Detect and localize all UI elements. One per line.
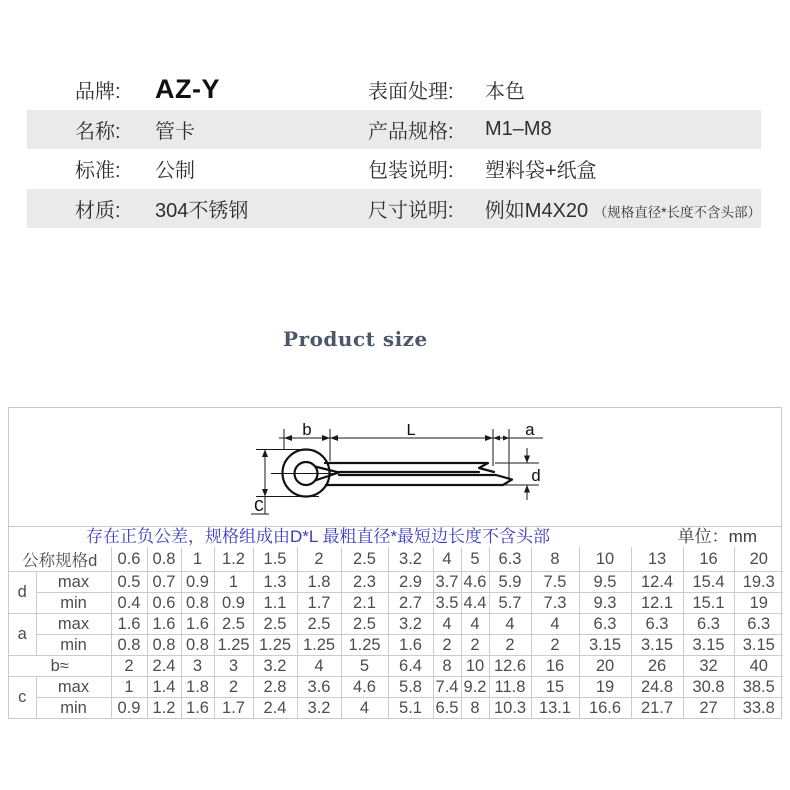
size-col-header: 2	[297, 547, 341, 572]
spec-value: M1–M8	[485, 117, 552, 140]
table-cell: 1	[214, 572, 253, 593]
table-cell: 1	[111, 677, 147, 698]
standard-label: 标准:	[75, 160, 121, 183]
table-cell: 2	[111, 656, 147, 677]
size-col-header: 1	[181, 547, 214, 572]
table-cell: 3.7	[433, 572, 461, 593]
size-col-header: 20	[734, 547, 783, 572]
dim-label-d: d	[530, 468, 542, 487]
table-cell: 2.8	[253, 677, 297, 698]
table-cell: 1.6	[147, 614, 181, 635]
size-col-header: 0.6	[111, 547, 147, 572]
table-cell: 16.6	[579, 698, 631, 719]
row-sub-label: max	[36, 572, 111, 593]
table-cell: 10.3	[489, 698, 531, 719]
dim-label-L: L	[405, 422, 417, 441]
table-cell: 0.8	[111, 635, 147, 656]
spec-table	[27, 70, 761, 228]
table-cell: 4	[461, 614, 489, 635]
table-cell: 4	[489, 614, 531, 635]
table-cell: 19	[579, 677, 631, 698]
table-cell: 20	[579, 656, 631, 677]
table-cell: 6.4	[388, 656, 433, 677]
brand-value: AZ-Y	[155, 74, 220, 105]
unit-note: 单位：mm	[677, 527, 757, 546]
table-cell: 0.7	[147, 572, 181, 593]
table-cell: 4.6	[341, 677, 388, 698]
note-bar	[9, 527, 781, 547]
table-cell: 30.8	[683, 677, 734, 698]
table-cell: 1.6	[181, 614, 214, 635]
table-cell: 0.9	[111, 698, 147, 719]
table-cell: 2.3	[341, 572, 388, 593]
row-group-label: a	[9, 614, 36, 656]
table-cell: 2	[433, 635, 461, 656]
table-cell: 3	[214, 656, 253, 677]
table-cell: 0.9	[181, 572, 214, 593]
table-cell: 0.6	[147, 593, 181, 614]
table-cell: 1.3	[253, 572, 297, 593]
table-cell: 3.15	[579, 635, 631, 656]
table-cell: 12.4	[631, 572, 683, 593]
table-cell: 2.5	[341, 614, 388, 635]
row-sub-label: min	[36, 635, 111, 656]
table-cell: 12.1	[631, 593, 683, 614]
packing-value: 塑料袋+纸盒	[485, 160, 597, 183]
table-cell: 2.5	[253, 614, 297, 635]
table-cell: 38.5	[734, 677, 783, 698]
table-cell: 1.6	[181, 698, 214, 719]
table-row	[9, 593, 783, 614]
size-col-header: 5	[461, 547, 489, 572]
table-row	[9, 635, 783, 656]
table-row	[9, 698, 783, 719]
spec-row	[27, 149, 761, 189]
table-cell: 26	[631, 656, 683, 677]
size-col-header: 4	[433, 547, 461, 572]
table-cell: 1.8	[297, 572, 341, 593]
row-group-label: b≈	[9, 656, 111, 677]
table-cell: 15	[531, 677, 579, 698]
table-cell: 32	[683, 656, 734, 677]
table-cell: 2.7	[388, 593, 433, 614]
table-cell: 16	[531, 656, 579, 677]
name-value: 管卡	[155, 120, 195, 143]
table-cell: 8	[433, 656, 461, 677]
table-cell: 1.8	[181, 677, 214, 698]
spec-label: 产品规格:	[368, 120, 454, 143]
cotter-pin-drawing-svg	[9, 408, 781, 526]
table-cell: 1.6	[388, 635, 433, 656]
table-cell: 1.25	[297, 635, 341, 656]
table-cell: 3.2	[297, 698, 341, 719]
size-chart-panel	[8, 407, 782, 719]
table-cell: 0.9	[214, 593, 253, 614]
table-cell: 5.7	[489, 593, 531, 614]
size-desc-label: 尺寸说明:	[367, 199, 454, 222]
table-cell: 27	[683, 698, 734, 719]
table-cell: 1.25	[214, 635, 253, 656]
table-cell: 9.3	[579, 593, 631, 614]
table-cell: 1.25	[341, 635, 388, 656]
row-sub-label: max	[36, 614, 111, 635]
table-row	[9, 572, 783, 593]
size-col-header: 10	[579, 547, 631, 572]
size-col-header: 1.5	[253, 547, 297, 572]
table-cell: 1.2	[147, 698, 181, 719]
table-cell: 2.4	[147, 656, 181, 677]
table-cell: 2.1	[341, 593, 388, 614]
row-group-label: c	[9, 677, 36, 719]
table-cell: 12.6	[489, 656, 531, 677]
dim-label-b: b	[301, 422, 313, 441]
table-cell: 3.2	[388, 614, 433, 635]
size-desc-note: （规格直径*长度不含头部）	[593, 204, 761, 220]
table-cell: 4.4	[461, 593, 489, 614]
page-title: Product size	[283, 327, 428, 351]
cotter-pin-diagram	[9, 408, 781, 527]
table-cell: 2	[461, 635, 489, 656]
table-cell: 2.5	[214, 614, 253, 635]
table-cell: 4	[531, 614, 579, 635]
table-cell: 1.7	[214, 698, 253, 719]
table-cell: 2.9	[388, 572, 433, 593]
table-cell: 4	[297, 656, 341, 677]
table-cell: 0.8	[147, 635, 181, 656]
tolerance-note: 存在正负公差，规格组成由D*L 最粗直径*最短边长度不含头部	[86, 527, 551, 546]
name-label: 名称:	[75, 120, 121, 143]
dim-label-a: a	[524, 422, 536, 441]
size-col-header: 3.2	[388, 547, 433, 572]
size-col-header: 16	[683, 547, 734, 572]
material-value: 304不锈钢	[154, 199, 249, 222]
table-cell: 4.6	[461, 572, 489, 593]
table-header-row	[9, 547, 783, 572]
table-cell: 0.8	[181, 593, 214, 614]
table-cell: 6.3	[734, 614, 783, 635]
table-cell: 1.25	[253, 635, 297, 656]
table-row	[9, 614, 783, 635]
table-cell: 19	[734, 593, 783, 614]
table-cell: 10	[461, 656, 489, 677]
table-cell: 3.15	[734, 635, 783, 656]
spec-row	[27, 110, 761, 150]
table-cell: 7.4	[433, 677, 461, 698]
table-cell: 19.3	[734, 572, 783, 593]
size-col-header: 8	[531, 547, 579, 572]
table-cell: 3.2	[253, 656, 297, 677]
table-cell: 1.7	[297, 593, 341, 614]
row-sub-label: min	[36, 698, 111, 719]
spec-row	[27, 70, 761, 110]
surface-label: 表面处理:	[368, 81, 454, 104]
table-cell: 3.15	[683, 635, 734, 656]
table-cell: 2	[489, 635, 531, 656]
size-col-header: 0.8	[147, 547, 181, 572]
table-cell: 1.4	[147, 677, 181, 698]
table-cell: 2.5	[297, 614, 341, 635]
dimension-arrows	[262, 435, 530, 497]
table-cell: 1.6	[111, 614, 147, 635]
table-cell: 15.4	[683, 572, 734, 593]
table-cell: 7.5	[531, 572, 579, 593]
table-cell: 13.1	[531, 698, 579, 719]
table-cell: 6.3	[579, 614, 631, 635]
corner-header: 公称规格d	[9, 547, 111, 572]
table-cell: 5	[341, 656, 388, 677]
size-col-header: 2.5	[341, 547, 388, 572]
size-table	[9, 547, 783, 718]
brand-label: 品牌:	[75, 81, 121, 104]
table-cell: 33.8	[734, 698, 783, 719]
table-cell: 6.5	[433, 698, 461, 719]
table-cell: 1.1	[253, 593, 297, 614]
material-label: 材质:	[75, 199, 121, 222]
row-sub-label: max	[36, 677, 111, 698]
table-cell: 0.4	[111, 593, 147, 614]
packing-label: 包装说明:	[368, 160, 454, 183]
table-cell: 15.1	[683, 593, 734, 614]
table-cell: 3.6	[297, 677, 341, 698]
table-cell: 3.5	[433, 593, 461, 614]
table-row	[9, 677, 783, 698]
table-cell: 9.5	[579, 572, 631, 593]
standard-value: 公制	[155, 160, 195, 183]
table-cell: 7.3	[531, 593, 579, 614]
table-cell: 11.8	[489, 677, 531, 698]
surface-value: 本色	[485, 81, 525, 104]
table-cell: 3	[181, 656, 214, 677]
pin-outline	[283, 450, 513, 497]
table-cell: 6.3	[631, 614, 683, 635]
table-cell: 40	[734, 656, 783, 677]
table-cell: 3.15	[631, 635, 683, 656]
table-cell: 9.2	[461, 677, 489, 698]
table-cell: 2.4	[253, 698, 297, 719]
table-cell: 4	[433, 614, 461, 635]
table-cell: 5.9	[489, 572, 531, 593]
spec-row	[27, 189, 761, 229]
table-cell: 4	[341, 698, 388, 719]
table-cell: 8	[461, 698, 489, 719]
table-cell: 2	[214, 677, 253, 698]
table-cell: 6.3	[683, 614, 734, 635]
row-group-label: d	[9, 572, 36, 614]
row-sub-label: min	[36, 593, 111, 614]
size-col-header: 13	[631, 547, 683, 572]
size-desc-value: 例如M4X20 （规格直径*长度不含头部）	[484, 199, 761, 222]
dim-label-c: C	[253, 498, 265, 517]
table-cell: 0.5	[111, 572, 147, 593]
table-cell: 5.1	[388, 698, 433, 719]
table-row	[9, 656, 783, 677]
table-cell: 5.8	[388, 677, 433, 698]
table-cell: 24.8	[631, 677, 683, 698]
table-cell: 2	[531, 635, 579, 656]
size-col-header: 6.3	[489, 547, 531, 572]
table-cell: 0.8	[181, 635, 214, 656]
size-col-header: 1.2	[214, 547, 253, 572]
table-cell: 21.7	[631, 698, 683, 719]
